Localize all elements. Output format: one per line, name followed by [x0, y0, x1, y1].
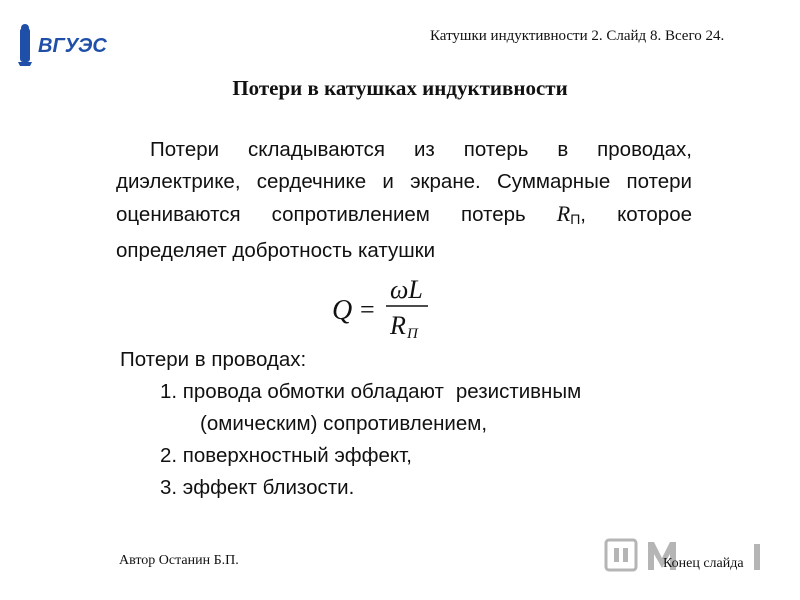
logo-text: ВГУЭС [38, 35, 107, 57]
paragraph-text: Потери складываются из потерь в проводах, диэлектрике, сердечнике и экране. Суммарные потери оцениваются сопротивлением потерь [116, 138, 692, 226]
formula-numerator: ωL [390, 275, 423, 304]
paragraph-text-end: , которое определяет добротность катушки [116, 203, 692, 262]
slide-title: Потери в катушках индуктивности [232, 76, 568, 100]
footer-author: Автор Останин Б.П. [119, 553, 239, 568]
list-item-2: 2. поверхностный эффект, [160, 444, 412, 467]
list-item-1 [120, 376, 581, 408]
formula-denominator-symbol: R [390, 311, 406, 340]
list-item-1-text-b: резистивным [455, 380, 582, 403]
intro-paragraph [116, 134, 692, 267]
formula-lhs: Q [332, 295, 353, 326]
loss-resistance-subscript: П [570, 211, 581, 227]
list-heading: Потери в проводах: [120, 348, 307, 371]
loss-resistance-symbol: R [556, 201, 571, 226]
slide-info: Катушки индуктивности 2. Слайд 8. Всего 24. [430, 28, 725, 44]
formula-denominator-sub: П [407, 326, 418, 342]
formula-equals: = [360, 295, 375, 324]
wire-losses-list [120, 344, 581, 504]
list-item-3: 3. эффект близости. [160, 476, 355, 499]
quality-factor-formula [330, 274, 440, 344]
list-item-1-text: 1. провода обмотки обладают [160, 380, 444, 403]
end-of-slide-link[interactable]: Конец слайда [663, 556, 744, 571]
list-item-1-continuation: (омическим) сопротивлением, [200, 412, 488, 435]
vguеs-logo [16, 22, 116, 68]
